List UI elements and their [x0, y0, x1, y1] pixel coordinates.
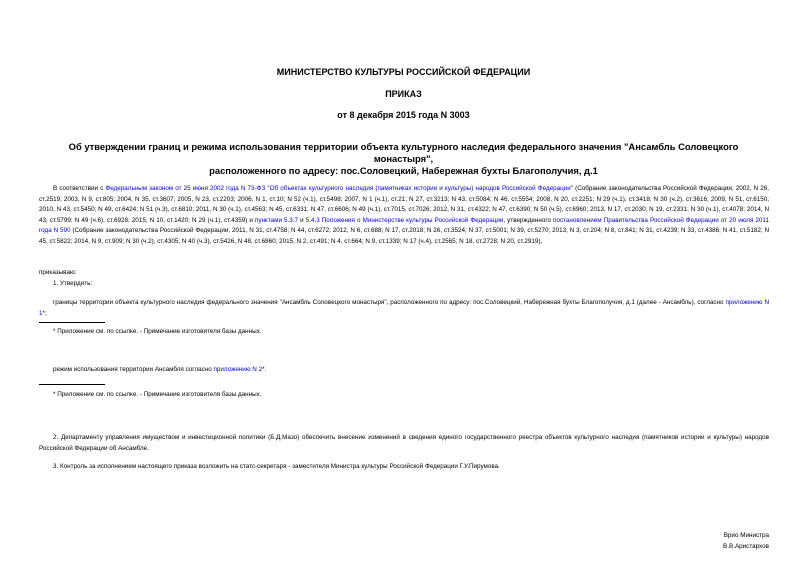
mode-text: режим использования территории Ансамбля согласно — [53, 366, 214, 373]
preamble-text-4: , утвержденного — [503, 216, 554, 224]
preamble-text-3: и — [298, 216, 306, 224]
federal-law-link[interactable]: Федеральным законом от 25 июня 2002 года N 73-ФЗ "Об объектах культурного наследия (памятниках истории и культуры) народов Российской Федерации" — [105, 185, 574, 192]
preamble-text-1: В соответствии с — [53, 185, 106, 192]
item-3: 3. Контроль за исполнением настоящего приказа возложить на статс-секретаря - заместителя Министра культуры Российской Федерации Г.У.Пирумова. — [53, 463, 500, 470]
footnote-divider-1 — [39, 322, 105, 323]
footnote-divider-2 — [39, 384, 105, 385]
date-number-heading: от 8 декабря 2015 года N 3003 — [337, 110, 470, 120]
signature-name: В.В.Аристархов — [723, 543, 769, 550]
regulation-link[interactable]: 5.4.3 Положения о Министерстве культуры Российской Федерации — [305, 216, 504, 224]
item-1: 1. Утвердить: — [53, 280, 93, 287]
appendix-2-link[interactable]: приложению N 2 — [213, 366, 263, 373]
appendix-1-link[interactable]: приложению N 1 — [39, 299, 770, 317]
title-line-2: расположенного по адресу: пос.Соловецкий, Набережная бухты Благополучия, д.1 — [209, 165, 598, 176]
bounds-text: границы территории объекта культурного наследия федерального значения "Ансамбль Соловецкого монастыря", расположенного по адресу: пос.Соловецкий, Набережная бухты Благополучия, д.1 (далее - Ансамбль), согласно — [53, 299, 726, 306]
bounds-suffix: *; — [42, 309, 47, 317]
preamble-paragraph — [39, 184, 769, 248]
signature-position: Врио Министра — [723, 532, 769, 539]
order-word: приказываю: — [39, 269, 77, 276]
footnote-2: * Приложение см. по ссылке. - Примечание изготовителя базы данных. — [53, 391, 262, 398]
clause-5-3-7-link[interactable]: пунктами 5.3.7 — [254, 216, 299, 224]
bounds-paragraph — [39, 298, 769, 319]
mode-paragraph — [53, 365, 266, 375]
preamble-text-5: (Собрание законодательства Российской Федерации, 2011, N 31, ст.4758; N 44, ст.6272; 2012, N 6, ст.688; N 17, ст.2018; N 26, ст.3524; N 37, ст.5001; N 39, ст.5270; 2013, N 3, ст.204; N 8, ст.841; N 31, ст.4239; N 33, ст.4386; N 41, ст.5182; N 45, ст.5822; 2014, N 9, ст.909; N 30 (ч.2), ст.4305; N 40 (ч.3), ст.5426, N 48, ст.6860; 2015, N 2, ст.491; N 4, ст.664; N 9, ст.1339; N 17 (ч.4), ст.2565; N 18, ст.2728; N 20, ст.2919), — [39, 227, 769, 245]
title-line-1: Об утверждении границ и режима использования территории объекта культурного наследия федерального значения "Ансамбль Соловецкого монастыря", — [68, 141, 739, 164]
preamble-text-2: (Собрание законодательства Российской Федерации, 2002, N 26, ст.2519; 2003, N 9, ст.805; 2004, N 35, ст.3607; 2005, N 23, ст.2203; 2006, N 1, ст.10; N 52 (ч.1), ст.5498; 2007, N 1 (ч.1), ст.21; N 27, ст.3213; N 43, ст.5084; N 46, ст.5554; 2008, N 20, ст.2251; N 29 (ч.1), ст.3418; N 30 (ч.2), ст.3616; 2009, N 51, ст.6150; 2010, N 43, ст.5450; N 49, ст.6424; N 51 (ч.3), ст.6810; 2011, N 30 (ч.1), ст.4563; N 45, ст.6331; N 47, ст.6606; N 49 (ч.1), ст.7015, ст.7026; 2012, N 31, ст.4322; N 47, ст.6390; N 50 (ч.5), ст.6960; 2013, N 17, ст.2030; N 19, ст.2331; N 30 (ч.1), ст.4078; 2014, N 43, ст.5799; N 49 (ч.6), ст.6928; 2015, N 10, ст.1420; N 29 (ч.1), ст.4359) и — [39, 185, 770, 224]
doc-type-heading: ПРИКАЗ — [385, 89, 422, 99]
item-2: 2. Департаменту управления имуществом и инвестиционной политики (Б.Д.Мазо) обеспечить внесение изменений в сведения единого государственного реестра объектов культурного наследия (памятников истории и культуры) народов Российской Федерации об Ансамбле. — [39, 434, 769, 452]
document-title — [40, 141, 767, 177]
ministry-heading: МИНИСТЕРСТВО КУЛЬТУРЫ РОССИЙСКОЙ ФЕДЕРАЦИИ — [276, 67, 531, 77]
government-decree-link[interactable]: постановлением Правительства Российской Федерации от 20 июля 2011 года N 590 — [39, 216, 769, 235]
mode-suffix: *. — [262, 366, 267, 373]
footnote-1: * Приложение см. по ссылке. - Примечание изготовителя базы данных. — [53, 328, 262, 335]
